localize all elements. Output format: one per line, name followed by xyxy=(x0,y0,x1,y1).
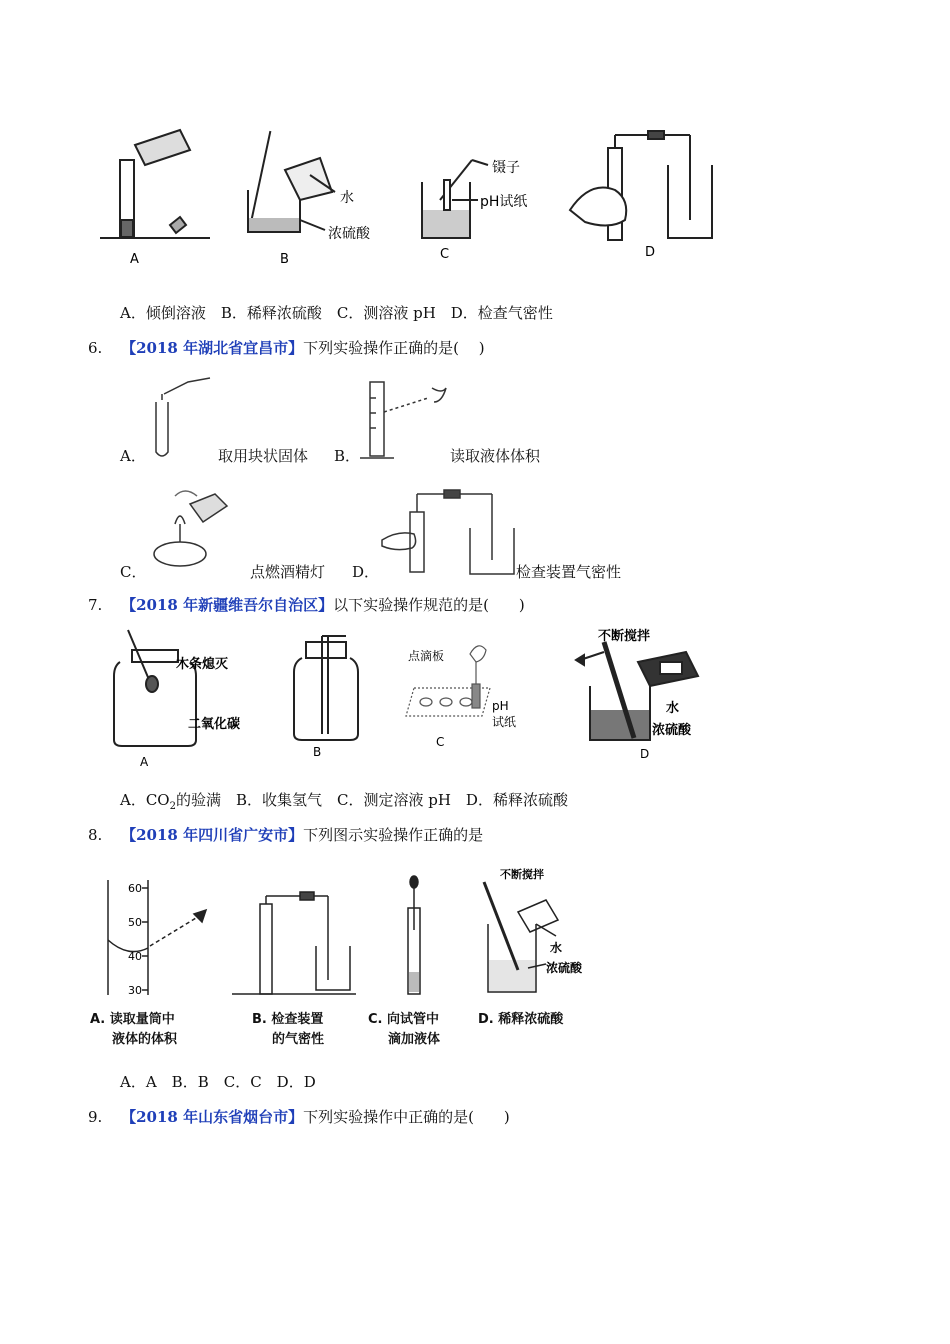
q7-d-stir: 不断搅拌 xyxy=(598,629,651,644)
q8-cap-b1: B. 检查装置 xyxy=(252,1012,324,1027)
q5-c-tweezers: 镊子 xyxy=(492,160,520,176)
q8-d-stir: 不断搅拌 xyxy=(500,868,544,881)
q7-c-paper1: pH xyxy=(492,699,509,713)
q6-figure-a xyxy=(150,372,220,462)
q6-stem-line xyxy=(88,338,485,358)
q6-opt-d-letter: D． xyxy=(352,563,380,581)
q7-source: 【2018 年新疆维吾尔自治区】 xyxy=(121,596,334,614)
q7-options-rest: 的验满 B．收集氢气 C．测定溶液 pH D．稀释浓硫酸 xyxy=(175,791,568,809)
q6-opt-d-text: 检查装置气密性 xyxy=(516,563,622,581)
q6-opt-a-text: 取用块状固体 xyxy=(218,447,309,465)
q6-stem: 下列实验操作正确的是( ) xyxy=(303,339,485,357)
q6-figure-c xyxy=(145,484,235,576)
q8-cap-a2: 液体的体积 xyxy=(112,1032,178,1047)
q7-number: 7. xyxy=(88,596,103,614)
q7-c-paper2: 试纸 xyxy=(492,715,517,729)
q6-figure-b xyxy=(358,378,458,463)
q9-stem-line xyxy=(88,1107,510,1127)
q6-opt-c-letter: C． xyxy=(120,563,147,581)
q8-figure-d xyxy=(484,882,558,992)
q7-label-a: A xyxy=(140,755,149,768)
q7-label-b: B xyxy=(313,745,322,759)
q7-a-splint: 木条熄灭 xyxy=(176,657,229,672)
q8-options: A．A B．B C．C D．D xyxy=(120,1073,316,1091)
q5-c-paper: pH试纸 xyxy=(480,194,528,210)
q5-figure-a xyxy=(100,130,210,238)
q5-options: A．倾倒溶液 B．稀释浓硫酸 C．测溶液 pH D．检查气密性 xyxy=(120,304,553,322)
q5-label-d: D xyxy=(645,245,656,260)
q8-figure-c xyxy=(408,876,420,994)
q7-d-water: 水 xyxy=(666,701,680,716)
q8-figure-a xyxy=(108,880,206,995)
q8-tick-60: 60 xyxy=(128,882,142,895)
q9-stem: 下列实验操作中正确的是( ) xyxy=(303,1108,510,1126)
q7-a-gas: 二氧化碳 xyxy=(188,717,241,732)
q7-options-sub: 2 xyxy=(169,801,176,812)
q6-opt-a-letter: A． xyxy=(120,447,146,465)
q7-figure xyxy=(110,622,700,768)
q7-d-acid: 浓硫酸 xyxy=(652,723,692,738)
q5-figure-b xyxy=(248,131,335,232)
q8-number: 8. xyxy=(88,826,103,844)
q7-options-prefix: A．CO xyxy=(120,791,170,809)
q5-b-acid: 浓硫酸 xyxy=(328,226,370,242)
q8-stem: 下列图示实验操作正确的是 xyxy=(303,826,484,844)
q6-opt-b-letter: B． xyxy=(334,447,361,465)
q8-tick-40: 40 xyxy=(128,950,142,963)
q7-label-d: D xyxy=(640,747,650,761)
q7-stem: 以下实验操作规范的是( ) xyxy=(333,596,525,614)
q6-opt-b-text: 读取液体体积 xyxy=(450,447,541,465)
q8-tick-50: 50 xyxy=(128,916,142,929)
q5-figure-c xyxy=(422,160,488,238)
q8-cap-b2: 的气密性 xyxy=(272,1032,325,1047)
q8-figure xyxy=(88,860,588,1000)
q7-figure-a xyxy=(114,630,196,746)
q5-figure xyxy=(100,120,720,270)
q7-c-plate: 点滴板 xyxy=(408,649,445,663)
q8-cap-c2: 滴加液体 xyxy=(388,1032,441,1047)
q8-d-acid: 浓硫酸 xyxy=(546,961,583,975)
q7-label-c: C xyxy=(436,735,445,749)
q9-number: 9. xyxy=(88,1108,103,1126)
q6-number: 6. xyxy=(88,339,103,357)
q8-cap-d: D. 稀释浓硫酸 xyxy=(478,1012,564,1027)
q8-figure-b xyxy=(232,892,356,994)
q5-label-a: A xyxy=(130,252,139,267)
q8-tick-30: 30 xyxy=(128,984,142,997)
q7-figure-b xyxy=(294,636,358,740)
q8-stem-line xyxy=(88,825,483,845)
q7-options xyxy=(120,790,568,817)
q6-opt-c-text: 点燃酒精灯 xyxy=(250,563,326,581)
q9-source: 【2018 年山东省烟台市】 xyxy=(121,1108,304,1126)
q6-figure-d xyxy=(380,488,520,578)
q8-cap-c1: C. 向试管中 xyxy=(368,1012,440,1027)
q8-cap-a1: A. 读取量筒中 xyxy=(90,1012,175,1027)
q8-source: 【2018 年四川省广安市】 xyxy=(121,826,304,844)
q5-b-water: 水 xyxy=(340,190,354,206)
q7-stem-line xyxy=(88,595,525,615)
q5-figure-d xyxy=(570,131,712,240)
q5-label-c: C xyxy=(440,247,450,262)
q5-label-b: B xyxy=(280,252,289,267)
q6-source: 【2018 年湖北省宜昌市】 xyxy=(121,339,304,357)
q8-d-water: 水 xyxy=(550,941,563,955)
